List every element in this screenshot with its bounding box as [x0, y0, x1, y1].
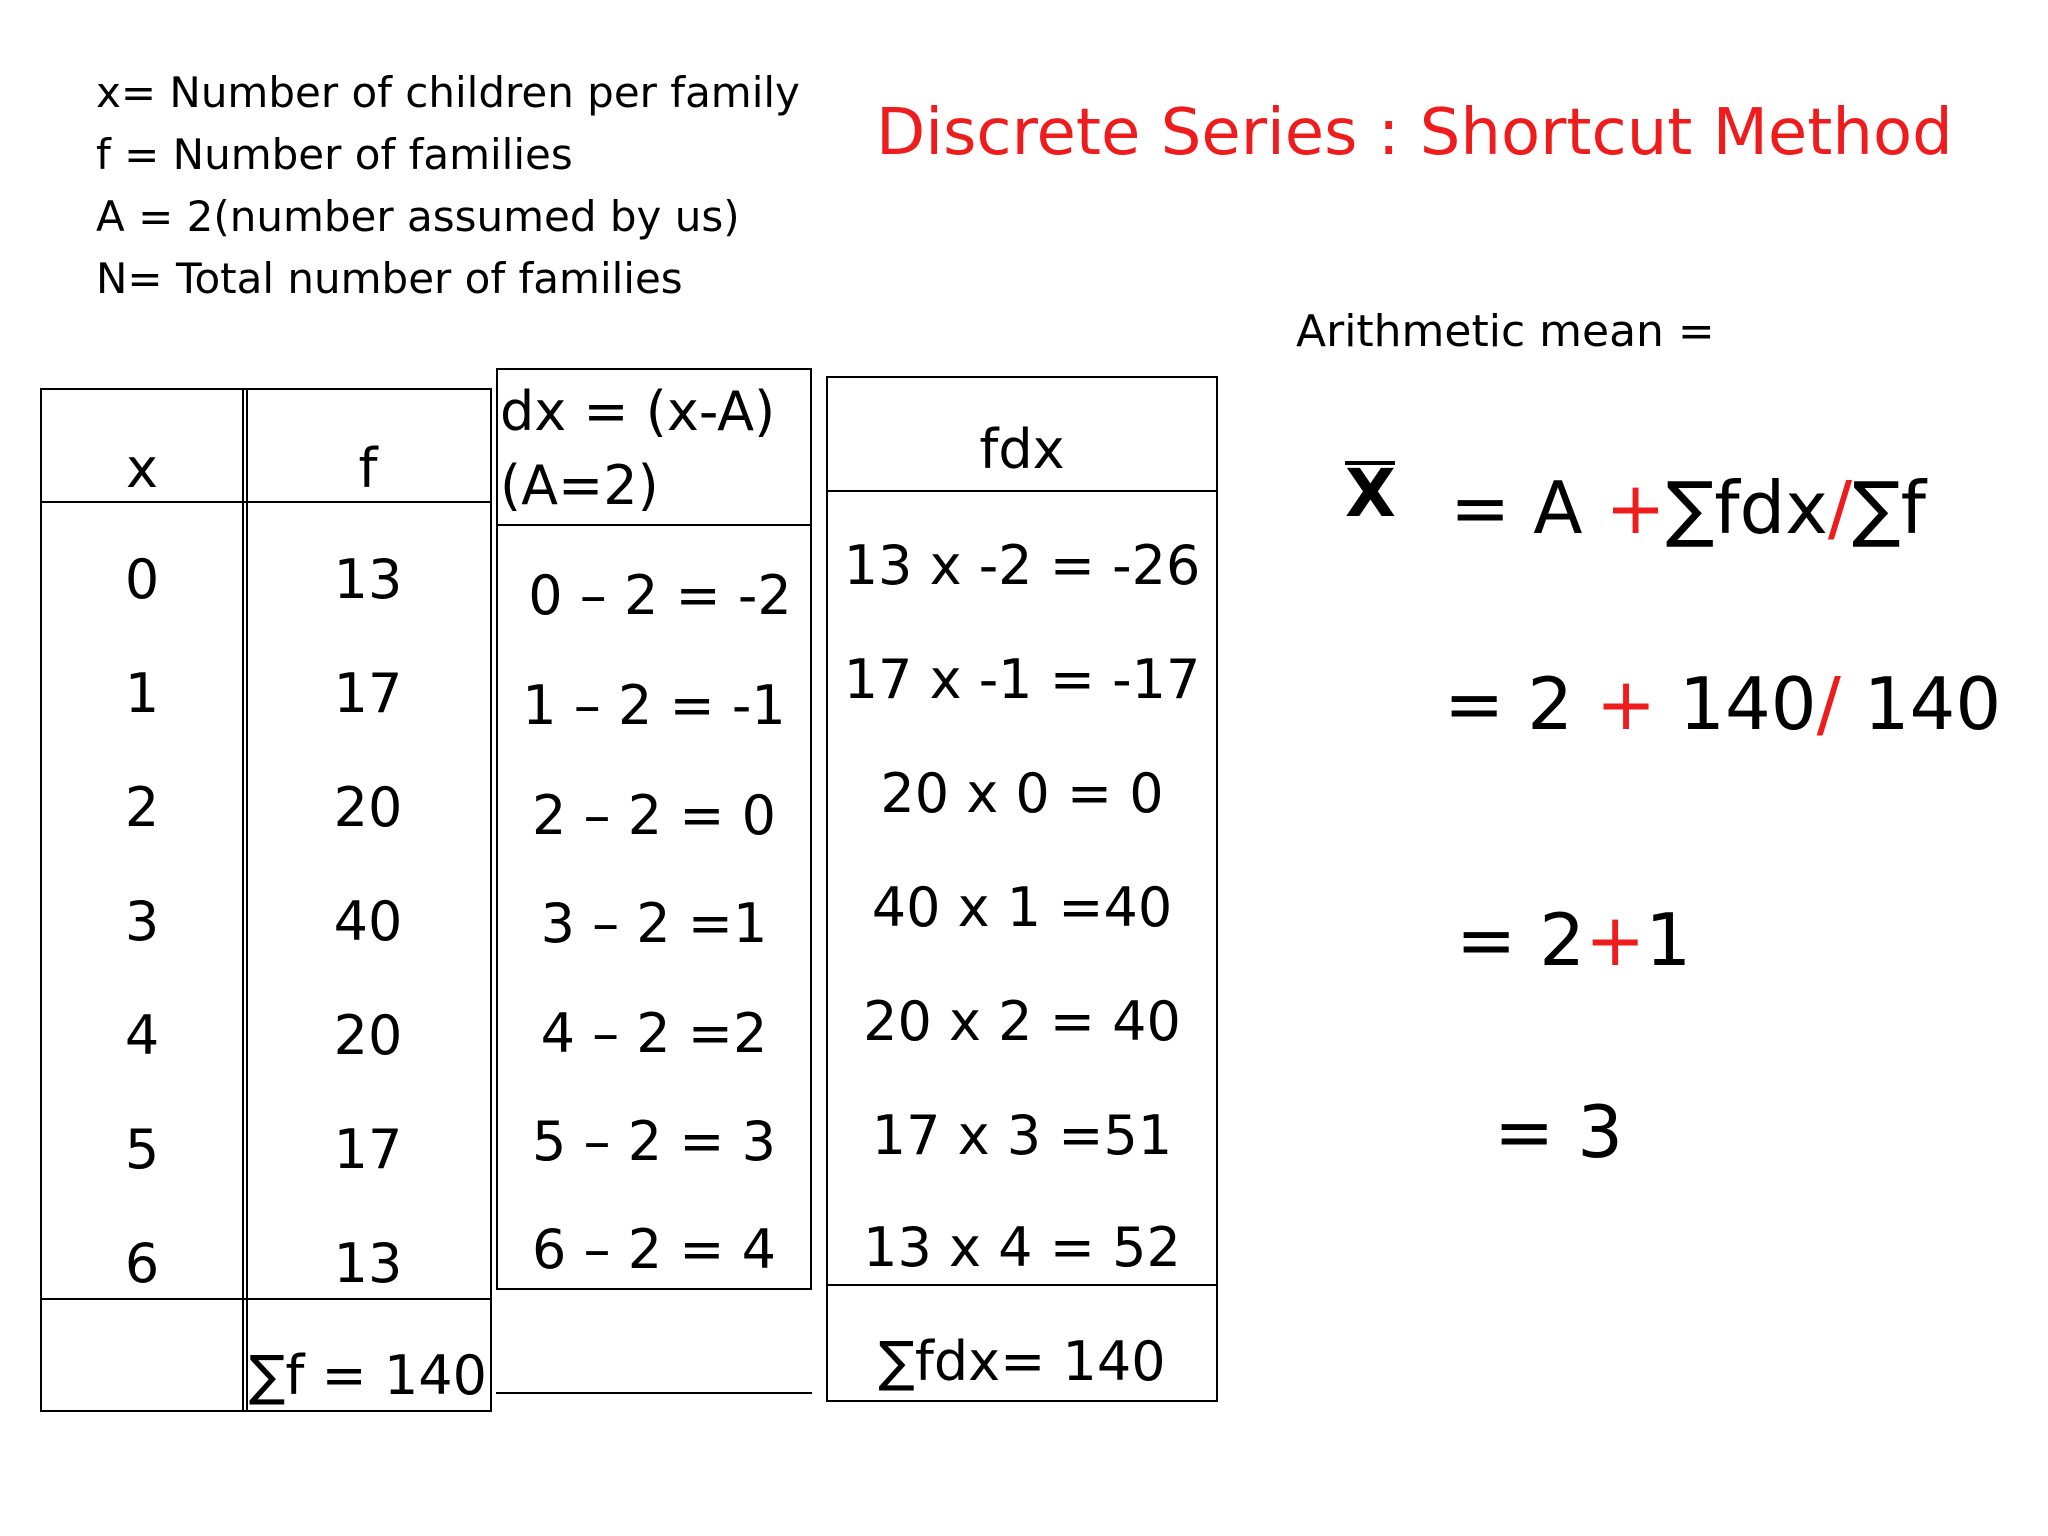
f-value: 13	[333, 1232, 403, 1295]
f-value: 40	[333, 890, 403, 953]
x-value: 1	[124, 662, 160, 725]
dx-row: 2 – 2 = 0	[532, 784, 776, 847]
x-value: 2	[124, 776, 160, 839]
f-value: 17	[333, 662, 403, 725]
simplified-line	[1456, 898, 1691, 982]
frequency-table-total-rule	[40, 1298, 492, 1300]
x-value: 4	[124, 1004, 160, 1067]
header-x: x	[126, 437, 158, 500]
plus-sign: +	[1585, 898, 1646, 982]
fdx-table-header-rule	[826, 490, 1218, 492]
x-value: 5	[124, 1118, 160, 1181]
slide-title: Discrete Series : Shortcut Method	[876, 96, 1953, 170]
dx-header-line2: (A=2)	[500, 454, 659, 517]
dx-row: 1 – 2 = -1	[522, 674, 786, 737]
dx-row: 4 – 2 =2	[540, 1002, 768, 1065]
dx-row: 3 – 2 =1	[540, 892, 768, 955]
divide-sign: /	[1816, 662, 1841, 746]
variable-legend	[96, 62, 800, 310]
dx-row: 0 – 2 = -2	[528, 564, 792, 627]
formula-line	[1450, 466, 1926, 550]
frequency-table-header-rule	[40, 501, 492, 503]
divide-sign: /	[1827, 466, 1853, 550]
plus-sign: +	[1605, 466, 1666, 550]
formula-part: = 2	[1444, 662, 1596, 746]
fdx-row: 20 x 0 = 0	[880, 762, 1164, 825]
header-f: f	[358, 437, 378, 500]
deviation-table-bottom-rule	[496, 1392, 812, 1394]
dx-header-line1: dx = (x-A)	[500, 380, 776, 443]
deviation-table-header-rule	[496, 524, 812, 526]
fdx-header: fdx	[979, 418, 1065, 481]
formula-part: 140	[1656, 662, 1817, 746]
f-value: 20	[333, 1004, 403, 1067]
plus-sign: +	[1595, 662, 1657, 746]
formula-part: ∑f	[1852, 466, 1927, 550]
x-value: 3	[124, 890, 160, 953]
mean-symbol: X	[1345, 455, 1396, 532]
fdx-row: 17 x -1 = -17	[843, 648, 1201, 711]
fdx-row: 20 x 2 = 40	[863, 990, 1181, 1053]
frequency-table-divider-right	[246, 388, 248, 1412]
formula-part: 1	[1645, 898, 1692, 982]
sum-f: ∑f = 140	[248, 1344, 488, 1407]
legend-line-x: x= Number of children per family	[96, 68, 800, 117]
f-value: 13	[333, 548, 403, 611]
formula-part: 140	[1840, 662, 2002, 746]
formula-part: ∑fdx	[1665, 466, 1828, 550]
formula-part: = A	[1450, 466, 1606, 550]
arithmetic-mean-label: Arithmetic mean =	[1296, 306, 1715, 357]
legend-line-n: N= Total number of families	[96, 254, 683, 303]
frequency-table-divider-left	[242, 388, 244, 1412]
substitution-line	[1444, 662, 2001, 746]
dx-row: 6 – 2 = 4	[532, 1218, 776, 1281]
f-value: 20	[333, 776, 403, 839]
formula-part: = 2	[1456, 898, 1586, 982]
fdx-row: 13 x 4 = 52	[863, 1216, 1181, 1279]
legend-line-f: f = Number of families	[96, 130, 573, 179]
legend-line-a: A = 2(number assumed by us)	[96, 192, 740, 241]
frequency-table-border	[40, 388, 492, 1412]
fdx-row: 17 x 3 =51	[871, 1104, 1173, 1167]
sum-fdx: ∑fdx= 140	[878, 1330, 1166, 1393]
result-line: = 3	[1494, 1090, 1624, 1174]
f-value: 17	[333, 1118, 403, 1181]
fdx-row: 13 x -2 = -26	[843, 534, 1201, 597]
x-value: 0	[124, 548, 160, 611]
fdx-row: 40 x 1 =40	[871, 876, 1173, 939]
x-value: 6	[124, 1232, 160, 1295]
fdx-table-total-rule	[826, 1284, 1218, 1286]
dx-row: 5 – 2 = 3	[532, 1110, 776, 1173]
